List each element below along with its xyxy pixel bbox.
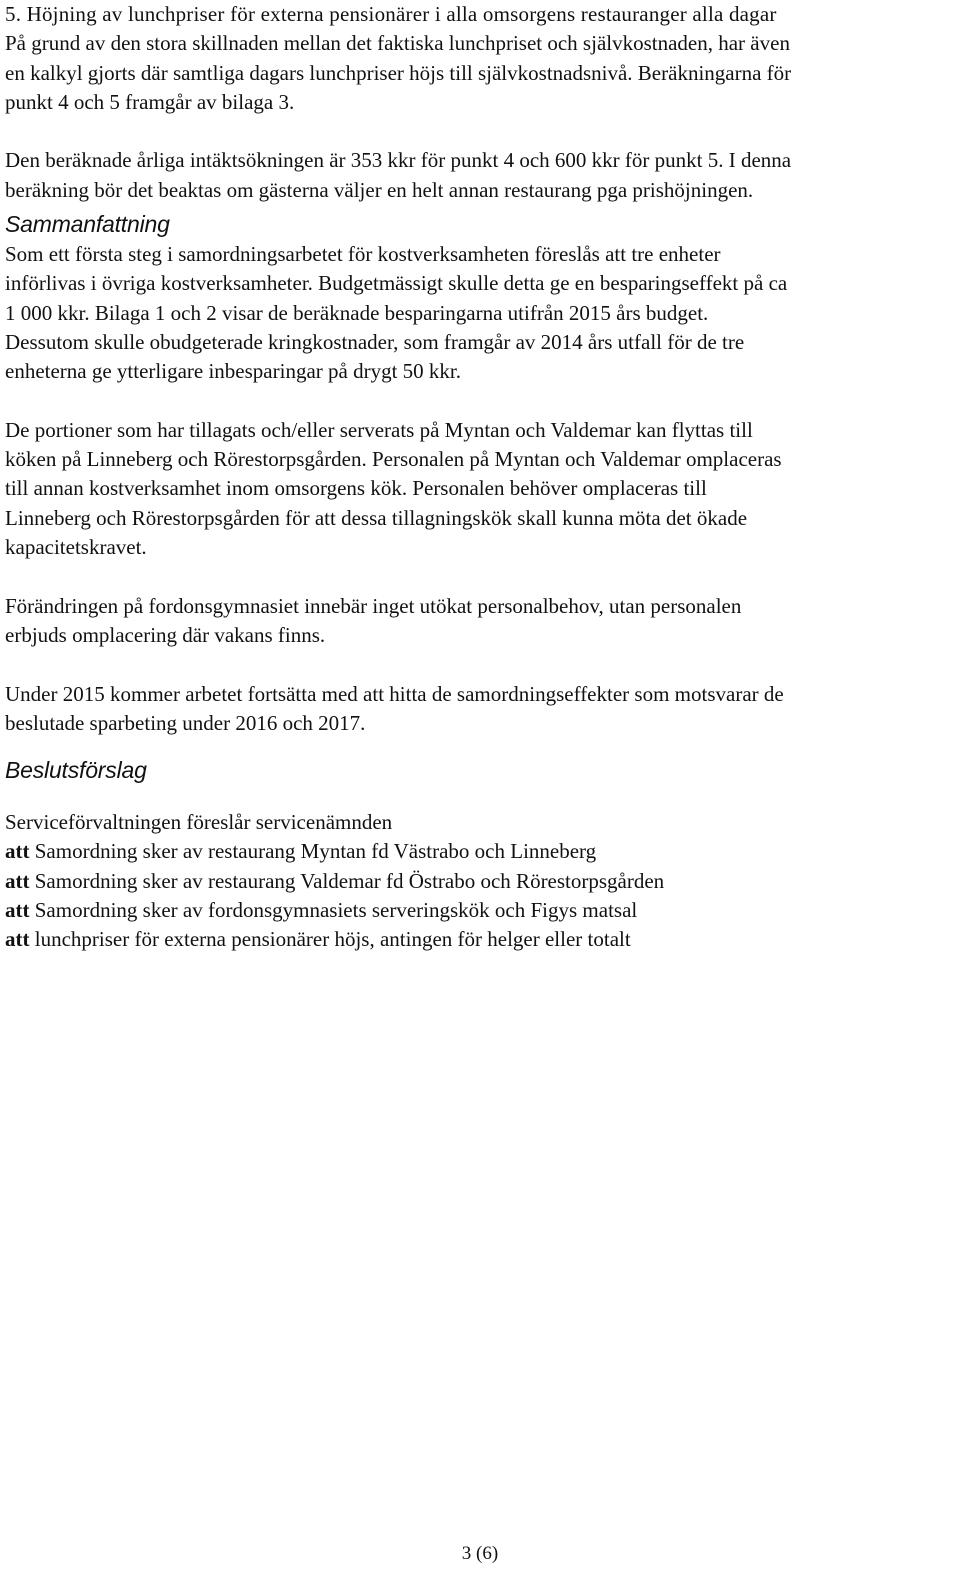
sammanfattning-paragraph-2-line: köken på Linneberg och Rörestorpsgården. Personalen på Myntan och Valdemar omplaceras xyxy=(5,447,782,472)
sammanfattning-paragraph-2-line: till annan kostverksamhet inom omsorgens kök. Personalen behöver omplaceras till xyxy=(5,476,707,501)
beslutsforslag-intro: Serviceförvaltningen föreslår servicenämnden xyxy=(5,810,393,835)
sammanfattning-paragraph-2-line: kapacitetskravet. xyxy=(5,535,147,560)
sammanfattning-paragraph-3-line: erbjuds omplacering där vakans finns. xyxy=(5,622,326,647)
sammanfattning-paragraph-3-line: Förändringen på fordonsgymnasiet innebär inget utökat personalbehov, utan personalen xyxy=(5,593,742,618)
sammanfattning-paragraph-1-line: enheterna ge ytterligare inbesparingar på drygt 50 kkr. xyxy=(5,359,461,384)
sammanfattning-paragraph-1-line: Som ett första steg i samordningsarbetet för kostverksamheten föreslås att tre enheter xyxy=(5,242,721,267)
att-keyword: att xyxy=(5,868,30,893)
section-5-heading: 5. Höjning av lunchpriser för externa pensionärer i alla omsorgens restauranger alla dagar xyxy=(5,2,777,26)
document-page xyxy=(5,0,957,955)
sammanfattning-paragraph-2-line: De portioner som har tillagats och/eller serverats på Myntan och Valdemar kan flyttas till xyxy=(5,417,753,442)
beslutsforslag-heading: Beslutsförslag xyxy=(5,757,147,784)
paragraph-gap xyxy=(5,650,957,679)
decision-item xyxy=(5,837,957,866)
sammanfattning-paragraph-4-line: beslutade sparbeting under 2016 och 2017. xyxy=(5,710,366,735)
att-keyword: att xyxy=(5,839,30,864)
att-keyword: att xyxy=(5,927,30,952)
decision-item-text: Samordning sker av restaurang Valdemar fd Östrabo och Rörestorpsgården xyxy=(34,868,665,893)
sammanfattning-heading: Sammanfattning xyxy=(5,211,170,238)
att-keyword: att xyxy=(5,898,30,923)
decision-item-text: Samordning sker av fordonsgymnasiets serveringskök och Figys matsal xyxy=(34,898,638,923)
page-number: 3 (6) xyxy=(461,1543,499,1564)
decision-item xyxy=(5,867,957,896)
sammanfattning-paragraph-1-line: Dessutom skulle obudgeterade kringkostnader, som framgår av 2014 års utfall för de tre xyxy=(5,329,745,354)
sammanfattning-paragraph-2-line: Linneberg och Rörestorpsgården för att dessa tillagningskök skall kunna möta det ökade xyxy=(5,505,748,530)
paragraph-gap xyxy=(5,117,957,146)
section-5-paragraph-2-line: Den beräknade årliga intäktsökningen är 353 kkr för punkt 4 och 600 kkr för punkt 5. I denna xyxy=(5,148,792,173)
decision-item-text: lunchpriser för externa pensionärer höjs, antingen för helger eller totalt xyxy=(34,927,631,952)
section-5-paragraph-1-line: På grund av den stora skillnaden mellan det faktiska lunchpriset och självkostnaden, har även xyxy=(5,31,790,56)
sammanfattning-paragraph-1-line: införlivas i övriga kostverksamheter. Budgetmässigt skulle detta ge en besparingseffekt på ca xyxy=(5,271,788,296)
decision-item-text: Samordning sker av restaurang Myntan fd Västrabo och Linneberg xyxy=(34,839,597,864)
decision-item xyxy=(5,925,957,954)
section-5-paragraph-1-line: punkt 4 och 5 framgår av bilaga 3. xyxy=(5,89,295,114)
section-5-paragraph-1-line: en kalkyl gjorts där samtliga dagars lunchpriser höjs till självkostnadsnivå. Beräkningarna för xyxy=(5,60,792,85)
section-5-paragraph-2-line: beräkning bör det beaktas om gästerna väljer en helt annan restaurang pga prishöjningen. xyxy=(5,177,754,202)
paragraph-gap xyxy=(5,562,957,591)
sammanfattning-paragraph-4-line: Under 2015 kommer arbetet fortsätta med att hitta de samordningseffekter som motsvarar de xyxy=(5,681,784,706)
decision-item xyxy=(5,896,957,925)
sammanfattning-paragraph-1-line: 1 000 kkr. Bilaga 1 och 2 visar de beräknade besparingarna utifrån 2015 års budget. xyxy=(5,300,709,325)
paragraph-gap xyxy=(5,387,957,416)
